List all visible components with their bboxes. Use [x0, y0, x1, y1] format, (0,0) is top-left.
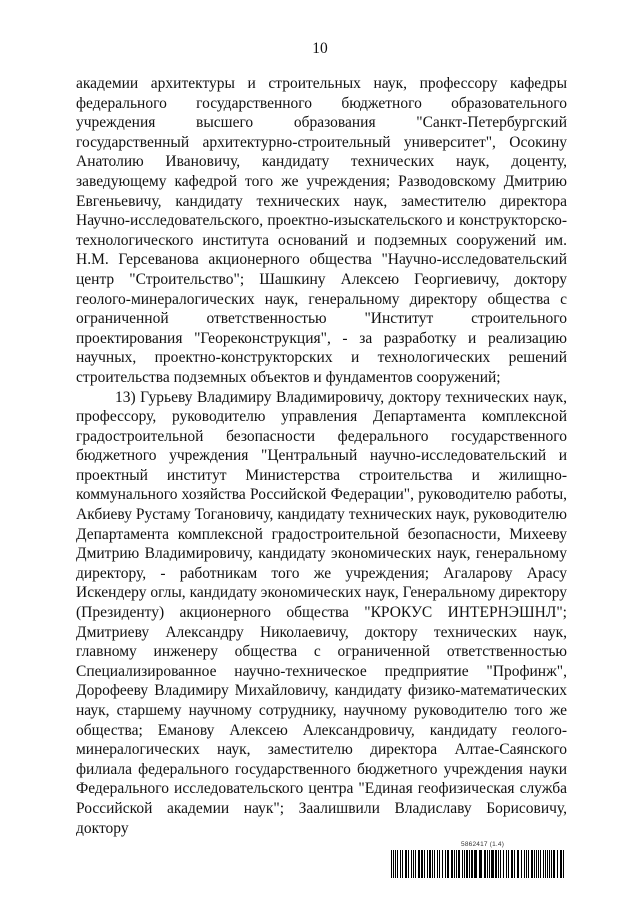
- barcode-bar: [524, 850, 525, 878]
- barcode-bar: [549, 850, 550, 878]
- barcode-bar: [400, 850, 401, 878]
- barcode-bar: [498, 850, 499, 878]
- barcode-bar: [540, 850, 541, 878]
- barcode-bar: [479, 850, 482, 878]
- barcode-bar: [442, 850, 443, 878]
- barcode-bar: [560, 850, 562, 878]
- barcode-bar: [437, 850, 438, 878]
- barcode-bar: [551, 850, 552, 878]
- barcode-bar: [487, 850, 488, 878]
- barcode-bar: [454, 850, 455, 878]
- barcode-bar: [471, 850, 473, 878]
- barcode-bar: [429, 850, 431, 878]
- barcode-bar: [466, 850, 468, 878]
- barcode-bar: [458, 850, 460, 878]
- barcode-bar: [521, 850, 522, 878]
- barcode-bar: [439, 850, 440, 878]
- barcode-bar: [491, 850, 494, 878]
- barcode-bar: [427, 850, 428, 878]
- barcode-bar: [500, 850, 501, 878]
- barcode-bar: [445, 850, 446, 878]
- barcode-bar: [393, 850, 394, 878]
- barcode-bar: [464, 850, 465, 878]
- barcode-bar: [432, 850, 433, 878]
- barcode-bar: [511, 850, 513, 878]
- barcode-icon: [391, 850, 565, 878]
- barcode-bar: [563, 850, 564, 878]
- barcode-bar: [534, 850, 535, 878]
- barcode-bar: [418, 850, 420, 878]
- barcode-bar: [514, 850, 515, 878]
- barcode-bar: [545, 850, 546, 878]
- barcode-bar: [421, 850, 423, 878]
- barcode-bar: [503, 850, 504, 878]
- document-reference: 5862417 (1.4): [461, 841, 505, 848]
- barcode-bar: [517, 850, 519, 878]
- barcode-bar: [508, 850, 509, 878]
- barcode-bar: [402, 850, 403, 878]
- barcode-bar: [553, 850, 555, 878]
- barcode-bar: [408, 850, 409, 878]
- barcode-bar: [489, 850, 490, 878]
- barcode-bar: [536, 850, 537, 878]
- barcode-bar: [538, 850, 539, 878]
- barcode-bar: [415, 850, 416, 878]
- barcode-bar: [531, 850, 533, 878]
- barcode-bar: [405, 850, 407, 878]
- barcode-bar: [557, 850, 558, 878]
- barcode-bar: [543, 850, 544, 878]
- barcode-bar: [462, 850, 463, 878]
- document-body: [76, 74, 567, 838]
- barcode-bar: [484, 850, 486, 878]
- barcode-bar: [434, 850, 435, 878]
- barcode-bar: [547, 850, 548, 878]
- barcode-bar: [506, 850, 507, 878]
- paragraph-item-13: 13) Гурьеву Владимиру Владимировичу, доктору технических наук, профессору, руководителю управления Департамента комплексной градостроительной безопасности федерального государственного бюджетного учреждения "Центральный научно-исследовательский и проектный институт Министерства строительства и жилищно-коммунального хозяйства Российской Федерации", руководителю работы, Акбиеву Рустаму Тогановичу, кандидату технических наук, руководителю Департамента комплексной градостроительной безопасности, Михееву Дмитрию Владимировичу, кандидату экономических наук, генеральному директору, - работникам того же учреждения; Агаларову Арасу Искендеру оглы, кандидату экономических наук, Генеральному директору (Президенту) акционерного общества "КРОКУС ИНТЕРНЭШНЛ"; Дмитриеву Александру Николаевичу, доктору технических наук, главному инженеру общества с ограниченной ответственностью Специализированное научно-техническое предприятие "Профинж", Дорофееву Владимиру Михайловичу, кандидату физико-математических наук, старшему научному сотруднику, научному руководителю того же общества; Еманову Алексею Александровичу, кандидату геолого-минералогических наук, заместителю директора Алтае-Саянского филиала федерального государственного бюджетного учреждения науки Федерального исследовательского центра "Единая геофизическая служба Российской академии наук"; Заалишвили Владиславу Борисовичу, доктору: [76, 388, 567, 837]
- barcode-bar: [456, 850, 457, 878]
- barcode-bar: [397, 850, 398, 878]
- barcode-bar: [495, 850, 497, 878]
- barcode-bar: [528, 850, 529, 878]
- barcode-bar: [474, 850, 477, 878]
- barcode-bar: [469, 850, 470, 878]
- barcode-bar: [451, 850, 453, 878]
- barcode-bar: [526, 850, 527, 878]
- barcode-bar: [447, 850, 449, 878]
- paragraph-continuation: академии архитектуры и строительных наук, профессору кафедры федерального государственного бюджетного образовательного учреждения высшего образования "Санкт-Петербургский государственный архитектурно-строительный университет", Осокину Анатолию Ивановичу, кандидату технических наук, доценту, заведующему кафедрой того же учреждения; Разводовскому Дмитрию Евгеньевичу, кандидату технических наук, заместителю директора Научно-исследовательского, проектно-изыскательского и конструкторско-технологического института оснований и подземных сооружений им. Н.М. Герсеванова акционерного общества "Научно-исследовательский центр "Строительство"; Шашкину Алексею Георгиевичу, доктору геолого-минералогических наук, генеральному директору общества с ограниченной ответственностью "Институт строительного проектирования "Геореконструкция", - за разработку и реализацию научных, проектно-конструкторских и технологических решений строительства подземных объектов и фундаментов сооружений;: [76, 75, 567, 386]
- barcode-bar: [411, 850, 412, 878]
- barcode-bar: [395, 850, 396, 878]
- barcode-bar: [413, 850, 414, 878]
- page-number: 10: [312, 40, 328, 57]
- barcode-bar: [424, 850, 425, 878]
- barcode-bar: [391, 850, 392, 878]
